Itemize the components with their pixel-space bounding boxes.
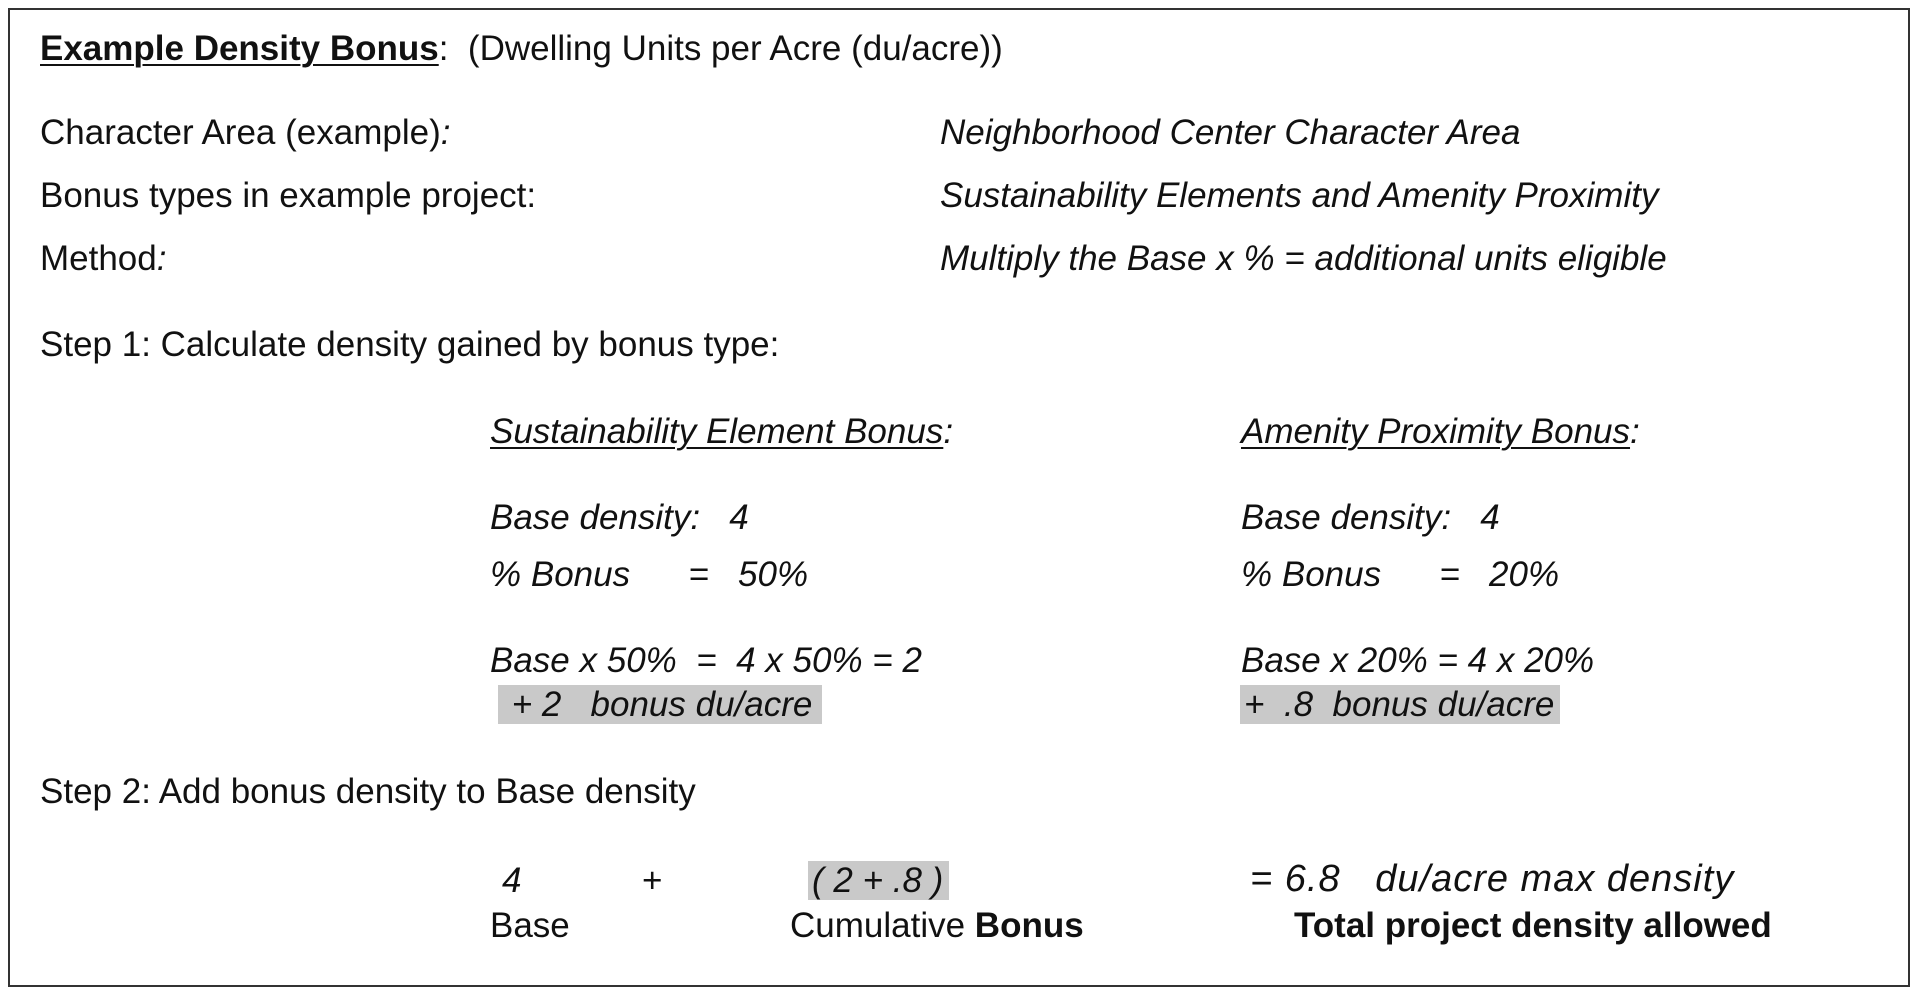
method-label-line (40, 238, 166, 280)
density-bonus-box (8, 8, 1910, 987)
character-area-label-line (40, 112, 450, 154)
amenity-heading-colon: : (1630, 412, 1640, 451)
amenity-pct-bonus: % Bonus = 20% (1241, 555, 1560, 594)
base-value: 4 (502, 861, 522, 900)
bonus-value (808, 860, 949, 902)
character-area-label: Character Area (example) (40, 113, 441, 152)
step1-label: Step 1: Calculate density gained by bonus type: (40, 325, 780, 364)
character-area-colon: : (440, 113, 451, 152)
total-caption: Total project density allowed (1294, 906, 1772, 945)
method-colon: : (156, 239, 167, 278)
sustainability-calc: Base x 50% = 4 x 50% = 2 (490, 641, 922, 680)
bonus-types-label: Bonus types in example project: (40, 176, 537, 215)
document-title: Example Density Bonus (40, 29, 439, 68)
method-value: Multiply the Base x % = additional units eligible (940, 239, 1667, 278)
step2-label: Step 2: Add bonus density to Base density (40, 772, 696, 811)
bonus-value-highlight: ( 2 + .8 ) (808, 861, 949, 900)
sustainability-pct-bonus: % Bonus = 50% (490, 555, 809, 594)
amenity-heading: Amenity Proximity Bonus (1241, 412, 1631, 451)
header-line (40, 28, 1003, 70)
sustainability-heading-line (490, 411, 953, 453)
bonus-caption-bold: Bonus (974, 906, 1084, 945)
amenity-result-highlight: + .8 bonus du/acre (1240, 685, 1560, 724)
total-value: = 6.8 du/acre max density (1250, 858, 1735, 900)
document-subtitle: (Dwelling Units per Acre (du/acre)) (467, 29, 1003, 68)
base-caption: Base (490, 906, 570, 945)
amenity-base-density: Base density: 4 (1241, 498, 1500, 537)
sustainability-result (498, 684, 822, 726)
bonus-types-value: Sustainability Elements and Amenity Proximity (940, 176, 1659, 215)
title-colon: : (438, 29, 449, 68)
sustainability-heading-colon: : (943, 412, 954, 451)
sustainability-base-density: Base density: 4 (490, 498, 749, 537)
bonus-caption (790, 905, 1084, 947)
plus-sign: + (642, 861, 663, 900)
method-label: Method (40, 239, 157, 278)
amenity-calc: Base x 20% = 4 x 20% (1241, 641, 1595, 680)
amenity-result (1240, 684, 1560, 726)
amenity-heading-line (1241, 411, 1640, 453)
sustainability-heading: Sustainability Element Bonus (490, 412, 944, 451)
character-area-value: Neighborhood Center Character Area (940, 113, 1521, 152)
bonus-caption-prefix: Cumulative (790, 906, 975, 945)
sustainability-result-highlight: + 2 bonus du/acre (498, 685, 822, 724)
